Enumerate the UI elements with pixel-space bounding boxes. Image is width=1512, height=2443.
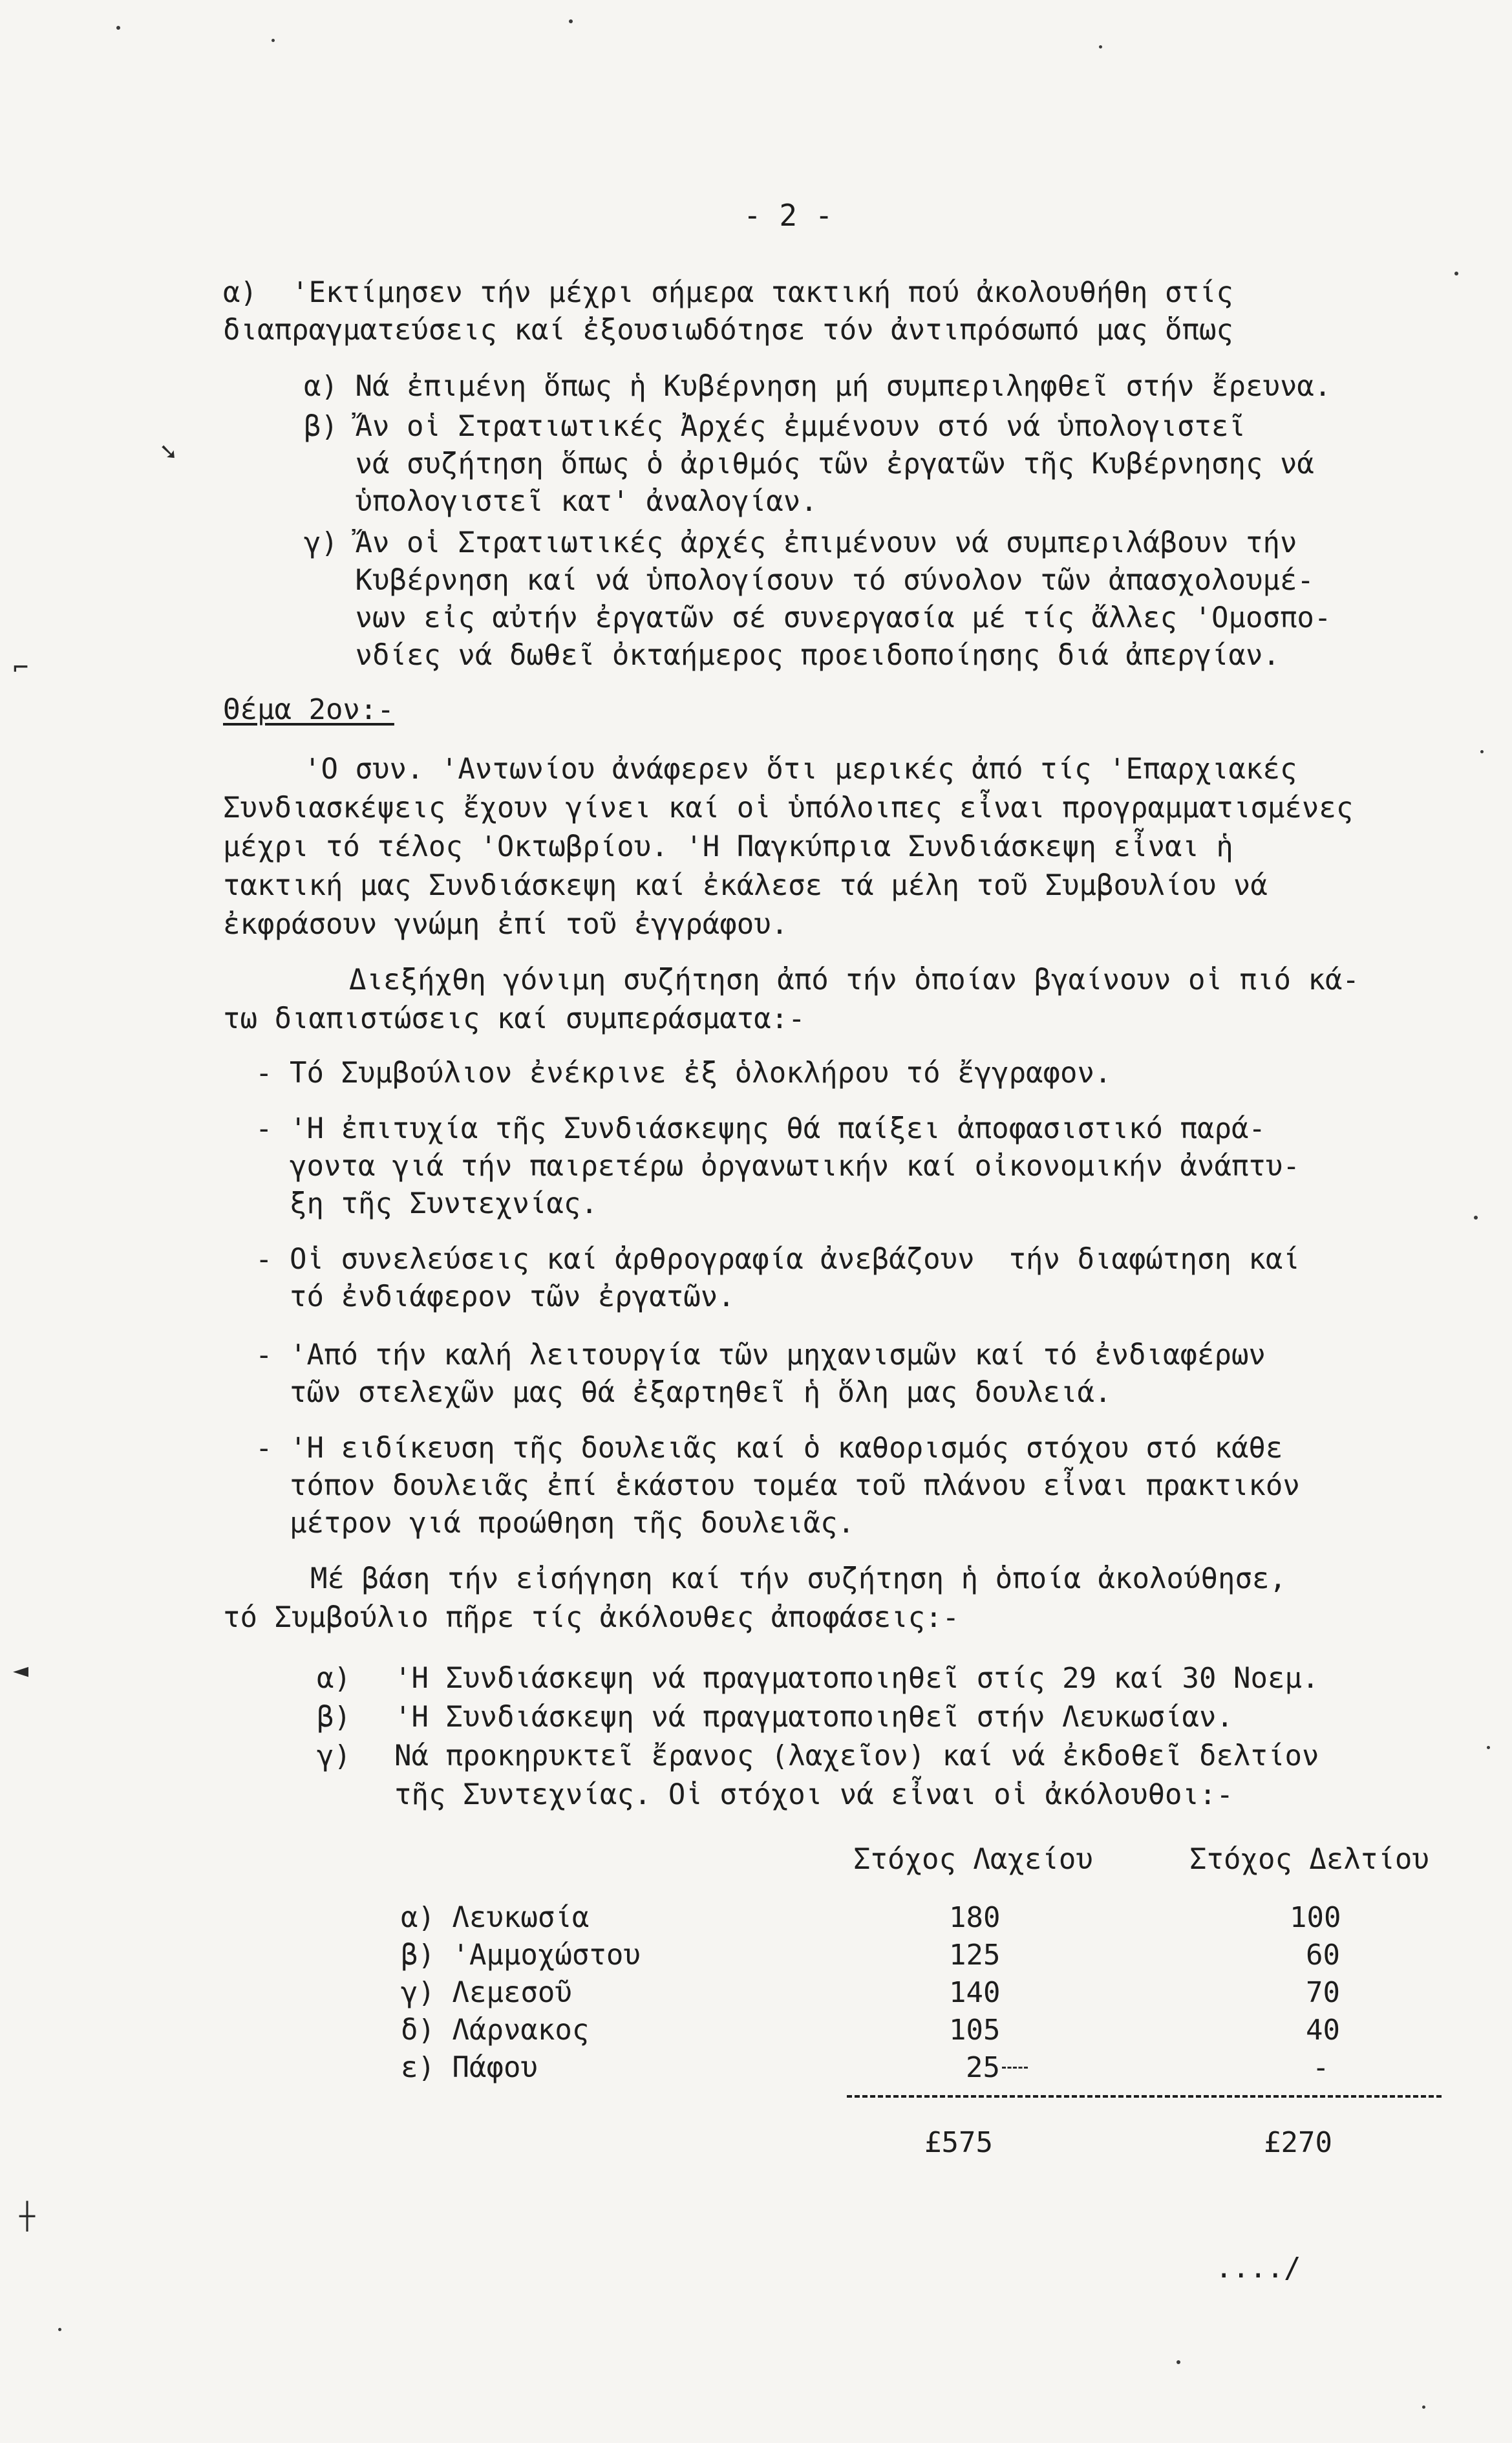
decision-text: τῆς Συντεχνίας. Οἱ στόχοι νά εἶναι οἱ ἀκόλουθοι:- [394,1778,1234,1811]
continuation-mark: ..../ [1215,2252,1301,2285]
sub-item-gamma-cont: νδίες νά δωθεῖ ὀκταήμερος προειδοποίησης διά ἀπεργίαν. [304,639,1280,672]
paragraph-line: τω διαπιστώσεις καί συμπεράσματα:- [223,1002,805,1035]
decision-marker: β) [317,1701,351,1734]
table-leader-dash [1002,2067,1028,2069]
table-cell-bulletin: - [1312,2051,1330,2084]
sub-item-gamma-cont: νων εἰς αὐτήν ἐργατῶν σέ συνεργασία μέ τίς ἄλλες 'Ομοσπο- [304,601,1332,634]
bullet-item-cont: γοντα γιά τήν παιρετέρω ὀργανωτικήν καί οἰκονομικήν ἀνάπτυ- [255,1150,1300,1183]
table-cell-bulletin: 40 [1306,2014,1340,2047]
bullet-item: - Οἱ συνελεύσεις καί ἀρθρογραφία ἀνεβάζουν τήν διαφώτηση καί [255,1243,1300,1276]
table-cell-bulletin: 60 [1306,1939,1340,1972]
table-row-label: α) Λευκωσία [401,1901,590,1934]
table-cell-lottery: 125 [949,1939,1001,1972]
scan-speck [116,26,120,30]
table-total-bulletin: £270 [1264,2126,1332,2159]
bullet-item: - 'Η ἐπιτυχία τῆς Συνδιάσκεψης θά παίξει ἀποφασιστικό παρά- [255,1112,1266,1145]
scan-speck [1474,1216,1478,1220]
scan-speck [1487,1746,1490,1749]
bullet-item-cont: ξη τῆς Συντεχνίας. [255,1187,598,1220]
decision-marker: α) [317,1662,351,1695]
sub-item-beta-cont: ὑπολογιστεῖ κατ' ἀναλογίαν. [304,485,818,518]
paragraph-line: 'Ο συν. 'Αντωνίου ἀνάφερεν ὅτι μερικές ἀπό τίς 'Επαρχιακές [304,753,1297,786]
table-row-label: δ) Λάρνακος [401,2014,590,2047]
page-number: - 2 - [743,198,833,233]
bullet-item-cont: μέτρον γιά προώθηση τῆς δουλειᾶς. [255,1507,855,1540]
table-cell-lottery: 140 [949,1976,1001,2009]
paragraph-line: Μέ βάση τήν εἰσήγηση καί τήν συζήτηση ἡ ὁποία ἀκολούθησε, [310,1562,1286,1595]
margin-bracket-mark: ⌐ [13,653,29,683]
decision-text: Νά προκηρυκτεῖ ἔρανος (λαχεῖον) καί νά ἐκδοθεῖ δελτίον [394,1739,1319,1772]
decision-text: 'Η Συνδιάσκεψη νά πραγματοποιηθεῖ στήν Λευκωσίαν. [394,1701,1234,1734]
scan-speck [1099,45,1102,48]
table-cell-lottery: 25 [966,2051,1000,2084]
paragraph-line: Διεξήχθη γόνιμη συζήτηση ἀπό τήν ὁποίαν βγαίνουν οἱ πιό κά- [349,963,1359,996]
table-total-lottery: £575 [924,2126,993,2159]
bullet-item-cont: τῶν στελεχῶν μας θά ἐξαρτηθεῖ ἡ ὅλη μας δουλειά. [255,1376,1112,1409]
scan-speck [1480,750,1484,753]
totals-rule [847,2095,1442,2098]
decision-text: 'Η Συνδιάσκεψη νά πραγματοποιηθεῖ στίς 29 καί 30 Νοεμ. [394,1662,1319,1695]
table-cell-bulletin: 100 [1290,1901,1341,1934]
table-row-label: γ) Λεμεσοῦ [401,1976,572,2009]
scan-speck [272,39,275,42]
bullet-item: - Τό Συμβούλιον ἐνέκρινε ἐξ ὁλοκλήρου τό ἔγγραφον. [255,1057,1112,1090]
table-cell-lottery: 105 [949,2014,1001,2047]
scan-speck [1422,2405,1425,2409]
decision-marker: γ) [317,1739,351,1772]
table-header-lottery: Στόχος Λαχείου [853,1843,1093,1876]
scan-speck [569,19,573,23]
bullet-item-cont: τόπον δουλειᾶς ἐπί ἑκάστου τομέα τοῦ πλάνου εἶναι πρακτικόν [255,1469,1300,1502]
sub-item-gamma: γ) Ἄν οἱ Στρατιωτικές ἀρχές ἐπιμένουν νά συμπεριλάβουν τήν [304,526,1297,559]
bullet-item: - 'Από τήν καλή λειτουργία τῶν μηχανισμῶν καί τό ἐνδιαφέρων [255,1339,1266,1372]
scan-speck [1454,272,1458,275]
sub-item-gamma-cont: Κυβέρνηση καί νά ὑπολογίσουν τό σύνολον τῶν ἀπασχολουμέ- [304,564,1314,597]
margin-cross-mark: ┼ [19,2202,36,2232]
sub-item-beta: β) Ἄν οἱ Στρατιωτικές Ἀρχές ἐμμένουν στό νά ὑπολογιστεῖ [304,410,1246,443]
paragraph-line: τό Συμβούλιο πῆρε τίς ἀκόλουθες ἀποφάσεις:- [223,1601,960,1634]
table-row-label: ε) Πάφου [401,2051,538,2084]
paragraph-line: τακτική μας Συνδιάσκεψη καί ἐκάλεσε τά μέλη τοῦ Συμβουλίου νά [223,869,1268,902]
intro-line: διαπραγματεύσεις καί ἐξουσιωδότησε τόν ἀντιπρόσωπό μας ὅπως [223,314,1233,347]
section-heading: Θέμα 2ον:- [223,693,394,726]
table-row-label: β) 'Αμμοχώστου [401,1939,641,1972]
margin-tick-mark: ➘ [160,436,176,466]
paragraph-line: μέχρι τό τέλος 'Οκτωβρίου. 'Η Παγκύπρια Συνδιάσκεψη εἶναι ἡ [223,830,1233,863]
sub-item-beta-cont: νά συζήτηση ὅπως ὁ ἀριθμός τῶν ἐργατῶν τῆς Κυβέρνησης νά [304,447,1314,480]
table-header-bulletin: Στόχος Δελτίου [1189,1843,1429,1876]
table-cell-lottery: 180 [949,1901,1001,1934]
scan-speck [58,2328,61,2331]
sub-item-alpha: α) Νά ἐπιμένη ὅπως ἡ Κυβέρνηση μή συμπεριληφθεῖ στήν ἔρευνα. [304,370,1332,403]
paragraph-line: ἐκφράσουν γνώμη ἐπί τοῦ ἐγγράφου. [223,908,789,941]
margin-arrow-mark: ◄ [13,1655,29,1685]
bullet-item-cont: τό ἐνδιάφερον τῶν ἐργατῶν. [255,1280,735,1313]
intro-line: α) 'Εκτίμησεν τήν μέχρι σήμερα τακτική πού ἀκολουθήθη στίς [223,276,1233,309]
paragraph-line: Συνδιασκέψεις ἔχουν γίνει καί οἱ ὑπόλοιπες εἶναι προγραμματισμένες [223,791,1354,824]
bullet-item: - 'Η ειδίκευση τῆς δουλειᾶς καί ὁ καθορισμός στόχου στό κάθε [255,1432,1283,1465]
scan-speck [1177,2360,1180,2364]
table-cell-bulletin: 70 [1306,1976,1340,2009]
